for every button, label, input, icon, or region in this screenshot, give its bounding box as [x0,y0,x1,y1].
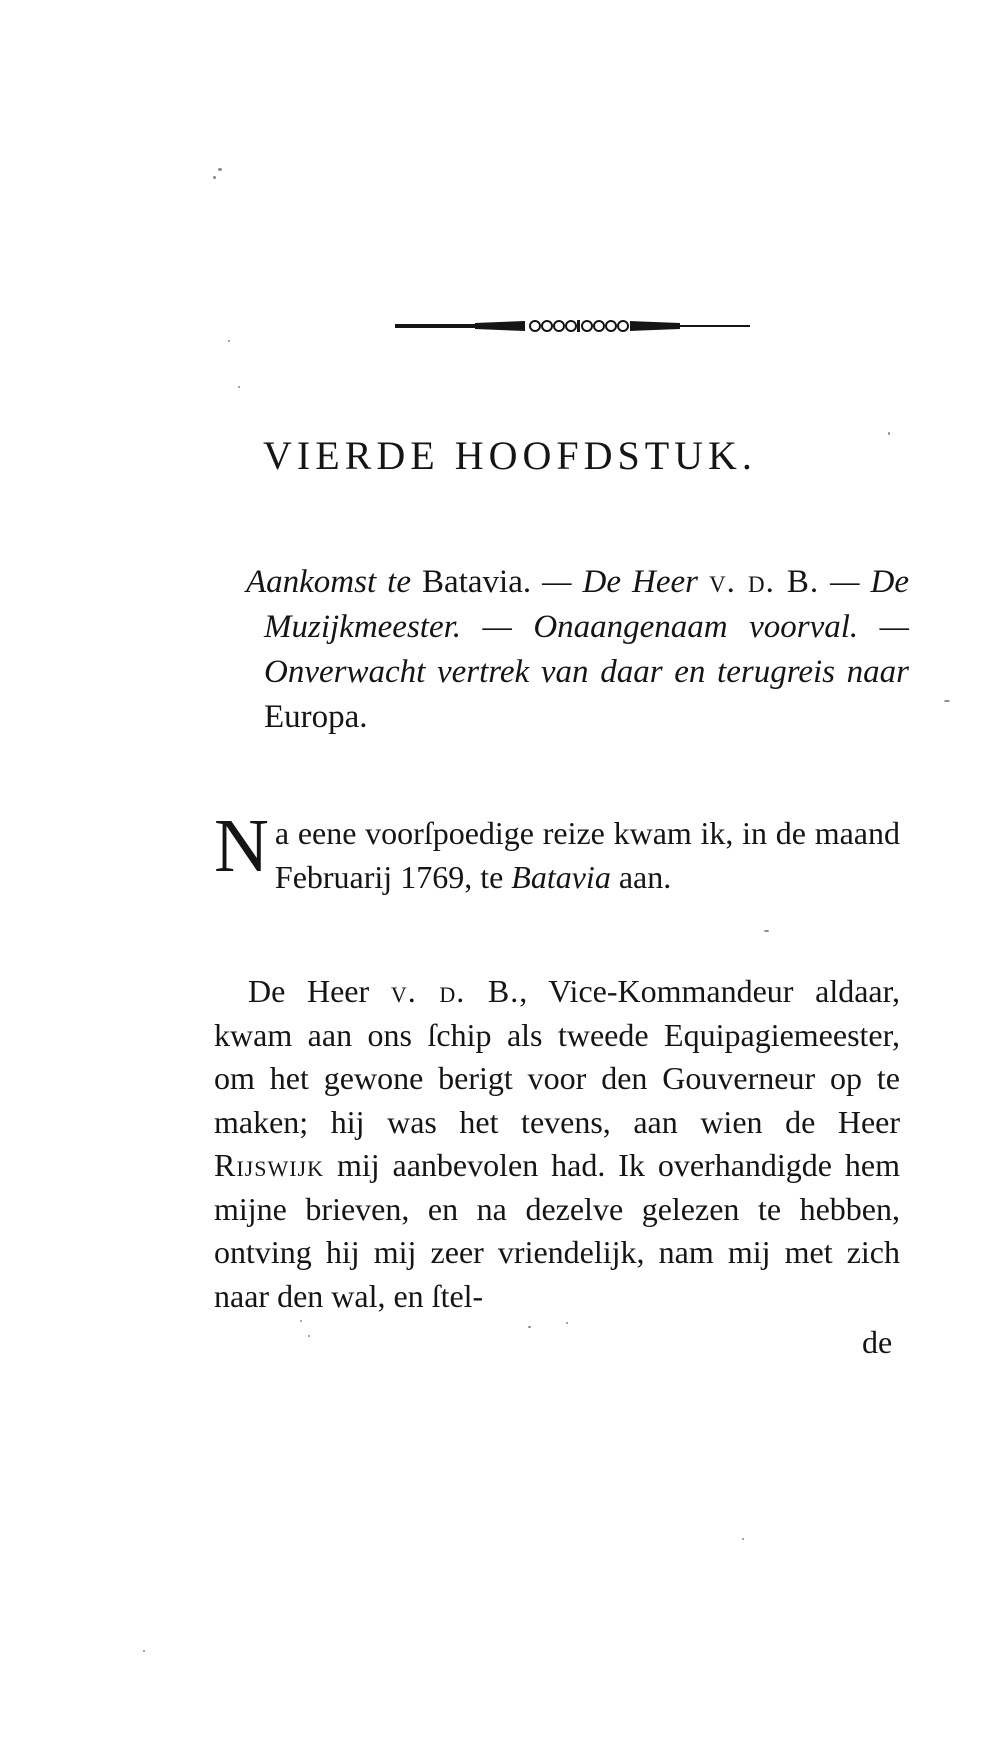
chapter-summary [246,560,909,740]
print-speck [213,176,216,179]
print-speck [888,432,890,435]
drop-cap: N [214,804,269,888]
paragraph-text: aan. [618,858,672,895]
print-speck [238,386,240,388]
print-speck [300,1320,302,1322]
person-name: Rijswijk [214,1147,325,1183]
paragraph-text: mij aanbevolen had. Ik overhandigde hem mijne brieven, en na dezelve gelezen te hebben, ontving hij mij zeer vriendelijk, nam mij met zich naar den wal, en ſtel- [214,1147,901,1314]
print-speck [218,168,222,171]
paragraph-text: , Vice-Kommandeur aldaar, kwam aan ons ſchip als tweede Equipagiemeester, om het gewone berigt voor den Gouverneur op te maken; hij was het tevens, aan wien de Heer [214,973,901,1140]
paragraph-opening [214,804,900,899]
place-name: Batavia [511,858,611,895]
print-speck [143,1650,145,1652]
print-speck [764,930,769,932]
summary-part: v. d. B. [709,564,820,600]
ornamental-rule [395,318,755,334]
paragraph-text: a eene voorſpoedige reize kwam ik, in de maand Februarij 1769, te [274,815,900,895]
summary-part: Batavia. [422,564,532,600]
print-speck [228,340,230,342]
print-speck [528,1326,531,1328]
catchword: de [862,1324,893,1360]
paragraph-body [214,970,900,1318]
paragraph-text: De Heer [248,973,370,1009]
summary-part: Europa. [264,699,368,735]
person-initials: v. d. B. [390,973,520,1009]
summary-part: — De Heer [542,564,699,600]
print-speck [944,700,950,702]
print-speck [566,1322,568,1324]
summary-part: Aankomst te [246,564,411,600]
print-speck [742,1538,744,1540]
summary-part: — De Muzijkmeester. — Onaangenaam voorval. — Onverwacht vertrek van daar en terugreis naar [264,564,910,690]
print-speck [308,1335,310,1337]
chapter-title: VIERDE HOOFDSTUK. [263,433,757,478]
